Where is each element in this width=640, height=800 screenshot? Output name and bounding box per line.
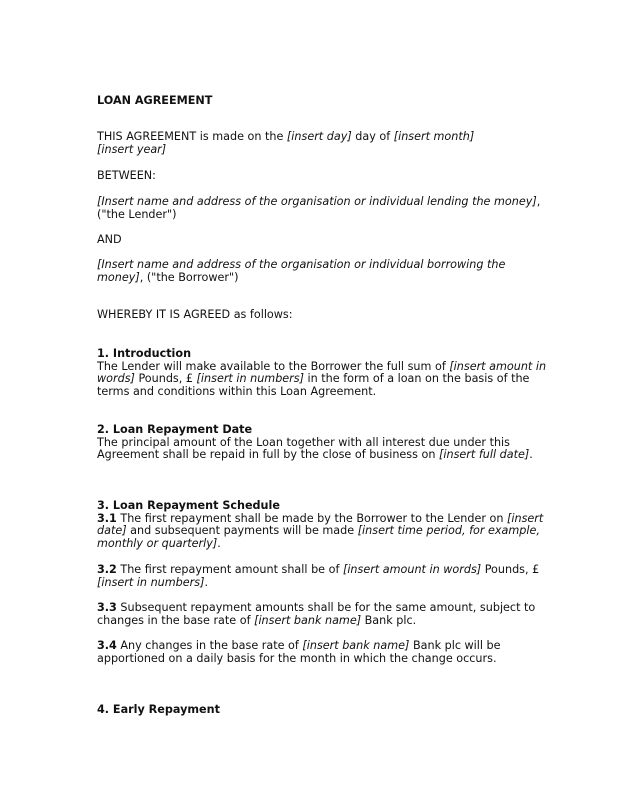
amount-numbers-placeholder: [insert in numbers] (97, 575, 205, 589)
amount-numbers-placeholder: [insert in numbers] (196, 372, 304, 386)
intro-text: THIS AGREEMENT is made on the (97, 130, 287, 143)
clause-3-4: 3.4 Any changes in the base rate of [insert bank name] Bank plc will be apportioned on a daily basis for the month in which the change occurs. (97, 639, 501, 665)
and-label: AND (97, 233, 122, 246)
section-body: The Lender will make available to the Borrower the full sum of [insert amount in words] Pounds, £ [insert in numbers] in the form of a loan on the basis of the terms and conditions within this Loan Agreement. (97, 359, 547, 398)
intro-text: day of (351, 130, 394, 143)
clause-number: 3.4 (97, 639, 117, 652)
date-placeholder: [insert date] (97, 511, 544, 538)
between-label: BETWEEN: (97, 169, 156, 182)
borrower-paragraph (97, 259, 547, 284)
section-heading: 1. Introduction (97, 347, 192, 360)
whereby-paragraph: WHEREBY IT IS AGREED as follows: (97, 308, 293, 321)
amount-words-placeholder: [insert amount in words] (97, 359, 547, 386)
section-repayment-date (97, 424, 547, 462)
year-placeholder: [insert year] (97, 142, 167, 156)
lender-placeholder: [Insert name and address of the organisation or individual lending the money] (97, 195, 537, 208)
full-date-placeholder: [insert full date] (439, 448, 530, 462)
section-repayment-schedule (97, 500, 547, 550)
clause-number: 3.2 (97, 563, 117, 576)
clause-3-3: 3.3 Subsequent repayment amounts shall be for the same amount, subject to changes in the base rate of [insert bank name] Bank plc. (97, 601, 536, 627)
clause-3-1: 3.1 The first repayment shall be made by the Borrower to the Lender on [insert date] and subsequent payments will be made [insert time period, for example, monthly or quarterly]. (97, 511, 544, 550)
section-heading: 2. Loan Repayment Date (97, 423, 253, 436)
borrower-placeholder: [Insert name and address of the organisation or individual borrowing the money] (97, 258, 506, 284)
agreement-date-paragraph (97, 131, 547, 156)
amount-words-placeholder: [insert amount in words] (342, 563, 482, 576)
lender-suffix: , ("the Lender") (97, 195, 541, 221)
bank-name-placeholder: [insert bank name] (302, 639, 410, 652)
month-placeholder: [insert month] (393, 130, 475, 143)
section-body: The principal amount of the Loan together with all interest due under this Agreement shall be repaid in full by the close of business on [insert full date]. (97, 435, 533, 462)
clause-number: 3.3 (97, 601, 117, 614)
time-period-placeholder: [insert time period, for example, monthly or quarterly] (97, 524, 540, 550)
day-placeholder: [insert day] (286, 130, 352, 143)
section-heading: 3. Loan Repayment Schedule (97, 499, 280, 512)
clause-3-2: 3.2 The first repayment amount shall be of [insert amount in words] Pounds, £ [insert in numbers]. (97, 563, 540, 589)
section-early-repayment-heading: 4. Early Repayment (97, 703, 220, 716)
lender-paragraph (97, 196, 547, 221)
document-title: LOAN AGREEMENT (97, 94, 213, 107)
section-introduction (97, 348, 547, 398)
bank-name-placeholder: [insert bank name] (254, 613, 362, 627)
borrower-suffix: , ("the Borrower") (139, 270, 239, 284)
clause-number: 3.1 (97, 511, 117, 525)
